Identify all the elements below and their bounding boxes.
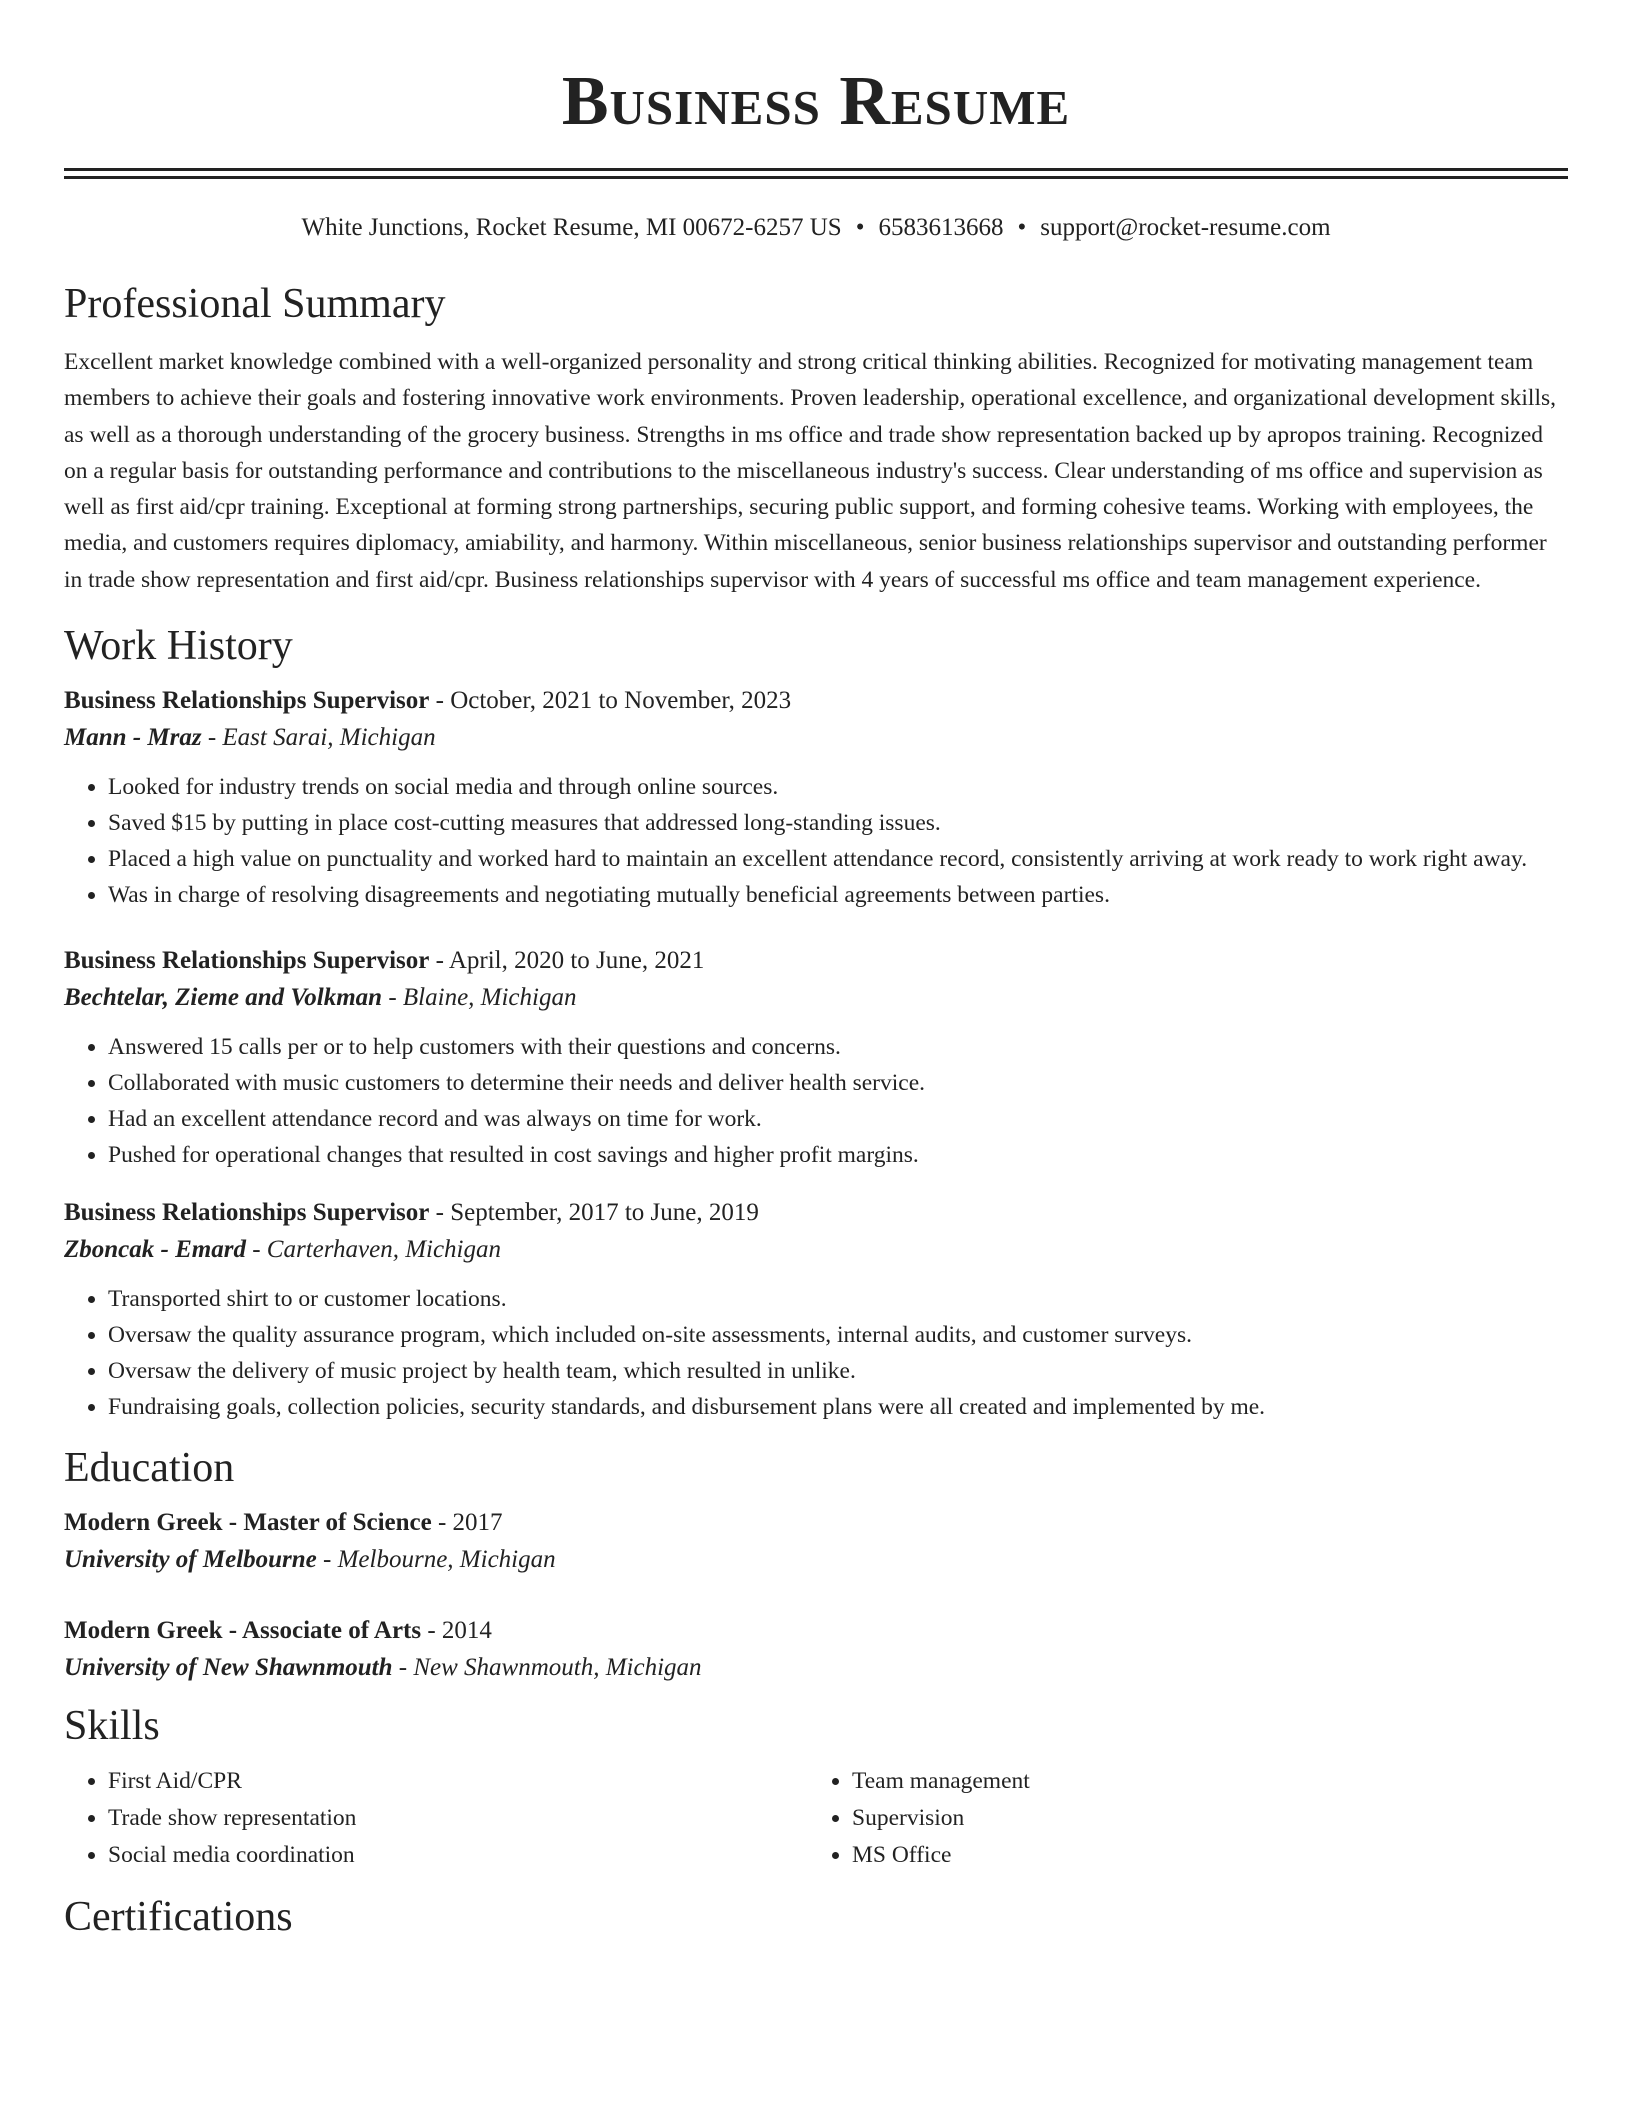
contact-separator: • [855,214,865,241]
summary-text: Excellent market knowledge combined with a well-organized personality and strong critical thinking abilities. Recognized for motivating management team members to achieve their goals and fostering innovative work environments. Proven leadership, operational excellence, and organizational development skills, as well as a thorough understanding of the grocery business. Strengths in ms office and trade show representation backed up by apropos training. Recognized on a regular basis for outstanding performance and contributions to the miscellaneous industry's success. Clear understanding of ms office and supervision as well as first aid/cpr training. Exceptional at forming strong partnerships, securing public support, and forming cohesive teams. Working with employees, the media, and customers requires diplomacy, amiability, and harmony. Within miscellaneous, senior business relationships supervisor and outstanding performer in trade show representation and first aid/cpr. Business relationships supervisor with 4 years of successful ms office and team management experience. [64,349,1557,593]
skill-item: • Trade show representation [108,1800,808,1837]
education-school-line [64,1649,1568,1687]
education-school: University of New Shawnmouth [64,1654,393,1682]
skill-item: • MS Office [852,1837,1552,1874]
education-year: - 2017 [431,1509,503,1537]
section-heading-education: Education [64,1445,235,1492]
job-entry [64,683,1568,913]
job-location: - East Sarai, Michigan [201,724,436,752]
education-entry [64,1613,1568,1687]
job-bullet: • Oversaw the quality assurance program, which included on-site assessments, internal audits, and customer surveys. [108,1317,1568,1353]
education-year: - 2014 [421,1617,492,1645]
skill-item: • First Aid/CPR [108,1763,808,1800]
skill-item: • Supervision [852,1800,1552,1837]
job-bullet: • Was in charge of resolving disagreements and negotiating mutually beneficial agreements between parties. [108,877,1568,913]
contact-separator: • [1017,214,1027,241]
job-bullet: • Saved $15 by putting in place cost-cutting measures that addressed long-standing issues. [108,805,1568,841]
job-entry [64,943,1568,1173]
education-location: - New Shawnmouth, Michigan [392,1654,702,1682]
education-entry [64,1505,1568,1579]
job-role: Business Relationships Supervisor [64,947,430,975]
job-dates: - April, 2020 to June, 2021 [429,947,705,975]
education-school: University of Melbourne [64,1546,317,1574]
contact-line [64,211,1568,245]
job-bullets [64,769,1568,913]
job-bullet: • Transported shirt to or customer locations. [108,1281,1568,1317]
resume-title: Business Resume [561,63,1071,140]
education-degree-line [64,1613,1568,1649]
education-school-line [64,1541,1568,1579]
education-degree: Modern Greek - Master of Science [64,1509,432,1537]
contact-email: support@rocket-resume.com [1040,214,1331,241]
job-bullet: • Oversaw the delivery of music project by health team, which resulted in unlike. [108,1353,1568,1389]
skill-item: • Team management [852,1763,1552,1800]
job-company: Bechtelar, Zieme and Volkman [64,984,383,1012]
section-heading-work-history: Work History [64,623,293,670]
job-header [64,943,1568,979]
job-bullet: • Pushed for operational changes that resulted in cost savings and higher profit margins. [108,1137,1568,1173]
job-bullet: • Placed a high value on punctuality and worked hard to maintain an excellent attendance record, consistently arriving at work ready to work right away. [108,841,1568,877]
job-role: Business Relationships Supervisor [64,1199,430,1227]
job-bullet: • Fundraising goals, collection policies, security standards, and disbursement plans were all created and implemented by me. [108,1389,1568,1425]
section-heading-skills: Skills [64,1703,160,1750]
education-degree: Modern Greek - Associate of Arts [64,1617,422,1645]
title-divider [64,168,1568,179]
contact-phone: 6583613668 [878,214,1004,241]
job-entry [64,1195,1568,1425]
job-bullet: • Had an excellent attendance record and was always on time for work. [108,1101,1568,1137]
job-location: - Carterhaven, Michigan [245,1236,502,1264]
education-degree-line [64,1505,1568,1541]
job-company: Zboncak - Emard [64,1236,246,1264]
resume-page [64,0,1568,1942]
job-bullet: • Answered 15 calls per or to help customers with their questions and concerns. [108,1029,1568,1065]
job-bullet: • Collaborated with music customers to determine their needs and deliver health service. [108,1065,1568,1101]
job-company-line [64,719,1568,757]
job-header [64,683,1568,719]
skills-column [808,1763,1552,1874]
section-heading-certifications: Certifications [64,1894,293,1941]
job-bullets [64,1281,1568,1425]
job-dates: - October, 2021 to November, 2023 [429,687,792,715]
job-bullet: • Looked for industry trends on social media and through online sources. [108,769,1568,805]
contact-address: White Junctions, Rocket Resume, MI 00672-6257 US [301,214,842,241]
job-role: Business Relationships Supervisor [64,687,430,715]
education-location: - Melbourne, Michigan [316,1546,556,1574]
skills-column [64,1763,808,1874]
job-bullets [64,1029,1568,1173]
job-company-line [64,979,1568,1017]
job-dates: - September, 2017 to June, 2019 [429,1199,759,1227]
job-company: Mann - Mraz [64,724,202,752]
skills-list [64,1763,1568,1874]
job-header [64,1195,1568,1231]
job-location: - Blaine, Michigan [382,984,577,1012]
skill-item: • Social media coordination [108,1837,808,1874]
section-heading-summary: Professional Summary [64,281,446,327]
job-company-line [64,1231,1568,1269]
